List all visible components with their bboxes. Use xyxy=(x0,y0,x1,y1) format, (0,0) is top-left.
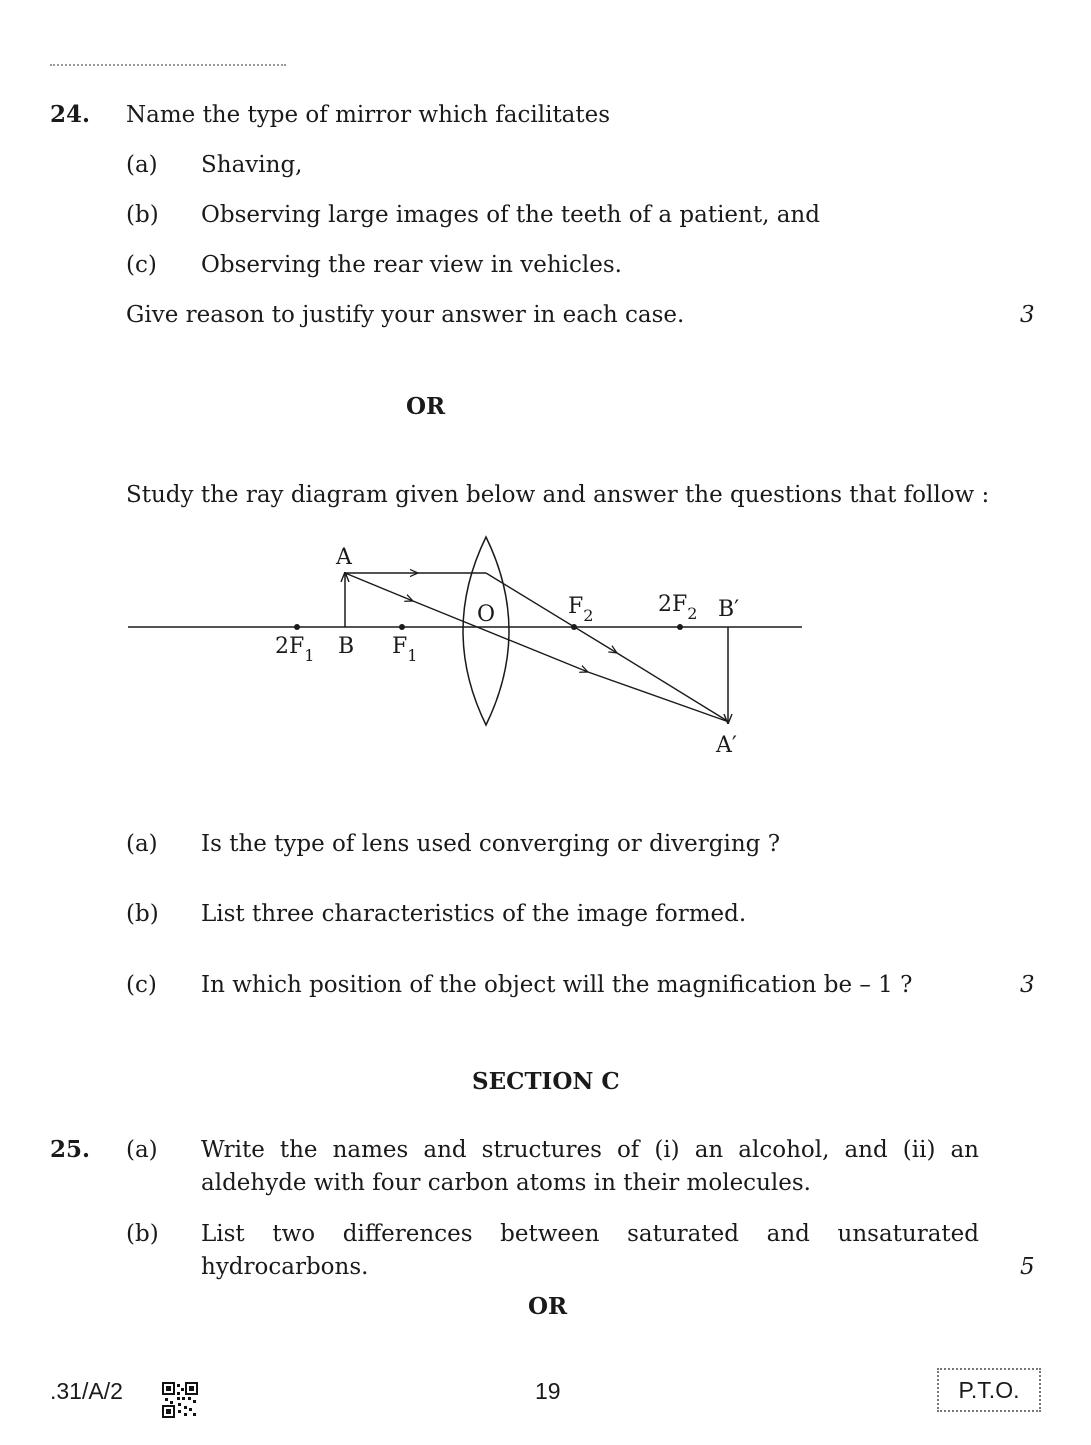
alternative-stem: Study the ray diagram given below and answer the questions that follow : xyxy=(126,482,990,508)
question-stem: Name the type of mirror which facilitates xyxy=(126,102,611,128)
part-label: (a) xyxy=(126,152,158,178)
part-text: List three characteristics of the image formed. xyxy=(201,901,747,927)
or-separator: OR xyxy=(528,1293,568,1320)
part-label: (b) xyxy=(126,202,159,228)
marks: 3 xyxy=(1020,302,1035,328)
label-a: A xyxy=(336,545,352,570)
question-number: 25. xyxy=(50,1136,91,1163)
point-f1 xyxy=(399,624,405,630)
label-2f1: $2F_1$ xyxy=(275,634,315,665)
qr-code-icon xyxy=(162,1382,198,1418)
part-text: Observing the rear view in vehicles. xyxy=(201,252,622,278)
marks: 5 xyxy=(1020,1254,1035,1280)
section-heading: SECTION C xyxy=(472,1068,620,1095)
pto-box xyxy=(937,1368,1041,1412)
point-2f1 xyxy=(294,624,300,630)
label-f2: $F_2$ xyxy=(568,594,594,625)
point-2f2 xyxy=(677,624,683,630)
marks: 3 xyxy=(1020,972,1035,998)
central-ray xyxy=(345,573,413,601)
part-label: (a) xyxy=(126,1137,158,1163)
point-f2 xyxy=(571,624,577,630)
ray-diagram xyxy=(0,520,1091,770)
part-text: List two differences between saturated and unsaturated xyxy=(201,1221,979,1247)
label-b: B xyxy=(338,634,355,659)
part-text: Shaving, xyxy=(201,152,303,178)
label-o: O xyxy=(477,602,496,627)
part-text: Observing large images of the teeth of a patient, and xyxy=(201,202,820,228)
part-label: (b) xyxy=(126,1221,159,1247)
or-separator: OR xyxy=(406,393,446,420)
pto-label: P.T.O. xyxy=(958,1376,1020,1403)
part-text: hydrocarbons. xyxy=(201,1254,369,1280)
part-label: (c) xyxy=(126,972,157,998)
part-text: Is the type of lens used converging or diverging ? xyxy=(201,831,781,857)
part-text: Write the names and structures of (i) an alcohol, and (ii) an xyxy=(201,1137,979,1163)
question-closing: Give reason to justify your answer in each case. xyxy=(126,302,685,328)
paper-code: .31/A/2 xyxy=(50,1378,123,1404)
part-label: (b) xyxy=(126,901,159,927)
part-text: In which position of the object will the magnification be – 1 ? xyxy=(201,972,913,998)
label-a-prime: A′ xyxy=(716,733,737,758)
refracted-ray xyxy=(486,573,617,653)
label-2f2: $2F_2$ xyxy=(658,592,698,623)
part-text: aldehyde with four carbon atoms in their molecules. xyxy=(201,1170,811,1196)
part-label: (a) xyxy=(126,831,158,857)
header-rule xyxy=(50,64,286,66)
part-label: (c) xyxy=(126,252,157,278)
label-f1: $F_1$ xyxy=(392,634,418,665)
question-number: 24. xyxy=(50,101,91,128)
label-b-prime: B′ xyxy=(718,597,740,622)
page-number: 19 xyxy=(535,1378,561,1404)
